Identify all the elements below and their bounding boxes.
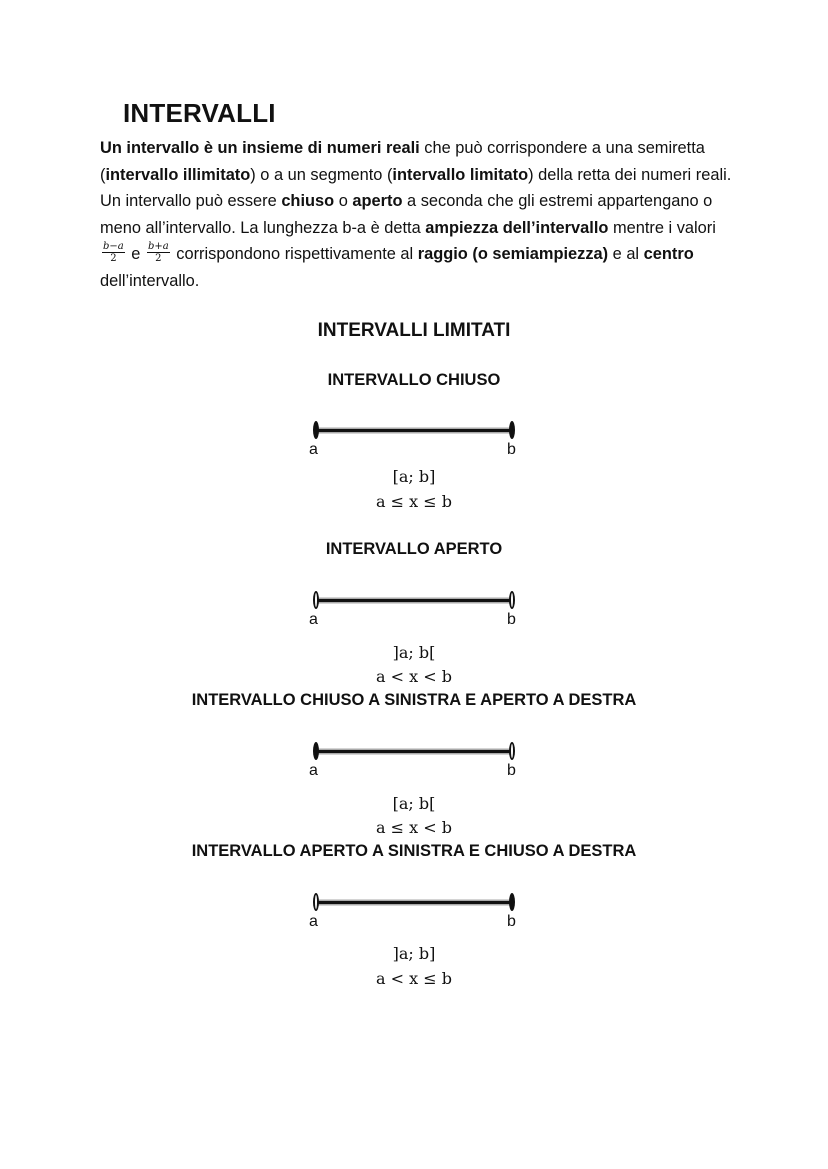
interval-notation: [a; b[	[392, 794, 436, 813]
label-a: a	[309, 441, 318, 458]
intro-bold: intervallo illimitato	[105, 165, 251, 184]
intro-text: dell’intervallo.	[100, 271, 200, 290]
page-title: INTERVALLI	[123, 98, 276, 128]
interval-inequality: a ≤ x ≤ b	[376, 492, 452, 511]
interval-inequality: a < x ≤ b	[376, 969, 452, 988]
intro-text: e	[126, 245, 145, 263]
segment-line	[318, 429, 512, 432]
intro-text: che può corrispondere a una semiretta (	[100, 139, 705, 184]
interval-notation: ]a; b]	[392, 944, 436, 963]
fraction-center	[147, 241, 170, 264]
segment-line	[318, 901, 512, 904]
intro-text: mentre i valori	[608, 218, 716, 237]
intro-text: e al	[608, 245, 644, 263]
interval-notation: [a; b]	[392, 467, 436, 486]
intro-text: ) o a un segmento (	[250, 165, 393, 184]
intro-bold: Un intervallo è un insieme di numeri reali	[100, 139, 420, 157]
interval-diagram-closed-open	[0, 740, 828, 779]
interval-title-closed: INTERVALLO CHIUSO	[327, 371, 501, 389]
label-a: a	[309, 611, 318, 628]
label-b: b	[507, 913, 516, 930]
closed-endpoint-icon	[313, 742, 319, 760]
interval-diagram-open	[0, 589, 828, 628]
intro-bold: aperto	[352, 192, 403, 210]
intro-bold: chiuso	[281, 192, 335, 210]
closed-endpoint-icon	[313, 421, 319, 439]
closed-endpoint-icon	[509, 893, 515, 911]
label-b: b	[507, 762, 516, 779]
open-endpoint-icon	[313, 893, 319, 911]
intro-text: a seconda che gli estremi appartengano o meno all’intervallo. La lunghezza b-a è detta	[100, 192, 713, 237]
intro-paragraph	[100, 135, 740, 294]
interval-diagram-closed	[0, 419, 828, 458]
interval-title-closed-open: INTERVALLO CHIUSO A SINISTRA E APERTO A DESTRA	[191, 691, 637, 709]
label-a: a	[309, 913, 318, 930]
interval-inequality: a ≤ x < b	[376, 818, 452, 837]
open-endpoint-icon	[509, 742, 515, 760]
open-endpoint-icon	[313, 591, 319, 609]
interval-title-open: INTERVALLO APERTO	[325, 540, 503, 558]
label-a: a	[309, 762, 318, 779]
fraction-radius	[102, 241, 125, 264]
open-endpoint-icon	[509, 591, 515, 609]
segment-line	[318, 599, 512, 602]
intro-bold: ampiezza dell’intervallo	[425, 218, 609, 237]
label-b: b	[507, 611, 516, 628]
intro-bold: centro	[643, 245, 694, 263]
fraction-denominator: 2	[110, 253, 117, 265]
interval-diagram-open-closed	[0, 891, 828, 930]
intro-bold: intervallo limitato	[392, 165, 529, 184]
section-title: INTERVALLI LIMITATI	[317, 320, 511, 341]
closed-endpoint-icon	[509, 421, 515, 439]
intro-text: corrispondono rispettivamente al	[171, 245, 418, 263]
label-b: b	[507, 441, 516, 458]
intro-text: ) della retta dei numeri reali. Un intervallo può essere	[100, 165, 732, 210]
fraction-numerator: b−a	[103, 241, 124, 253]
intro-text: o	[334, 192, 353, 210]
fraction-denominator: 2	[155, 253, 162, 265]
interval-title-open-closed: INTERVALLO APERTO A SINISTRA E CHIUSO A DESTRA	[191, 842, 637, 860]
interval-inequality: a < x < b	[376, 667, 452, 686]
fraction-numerator: b+a	[147, 241, 169, 253]
intro-bold: raggio (o semiampiezza)	[417, 245, 609, 263]
segment-line	[318, 750, 512, 753]
interval-notation: ]a; b[	[392, 643, 436, 662]
